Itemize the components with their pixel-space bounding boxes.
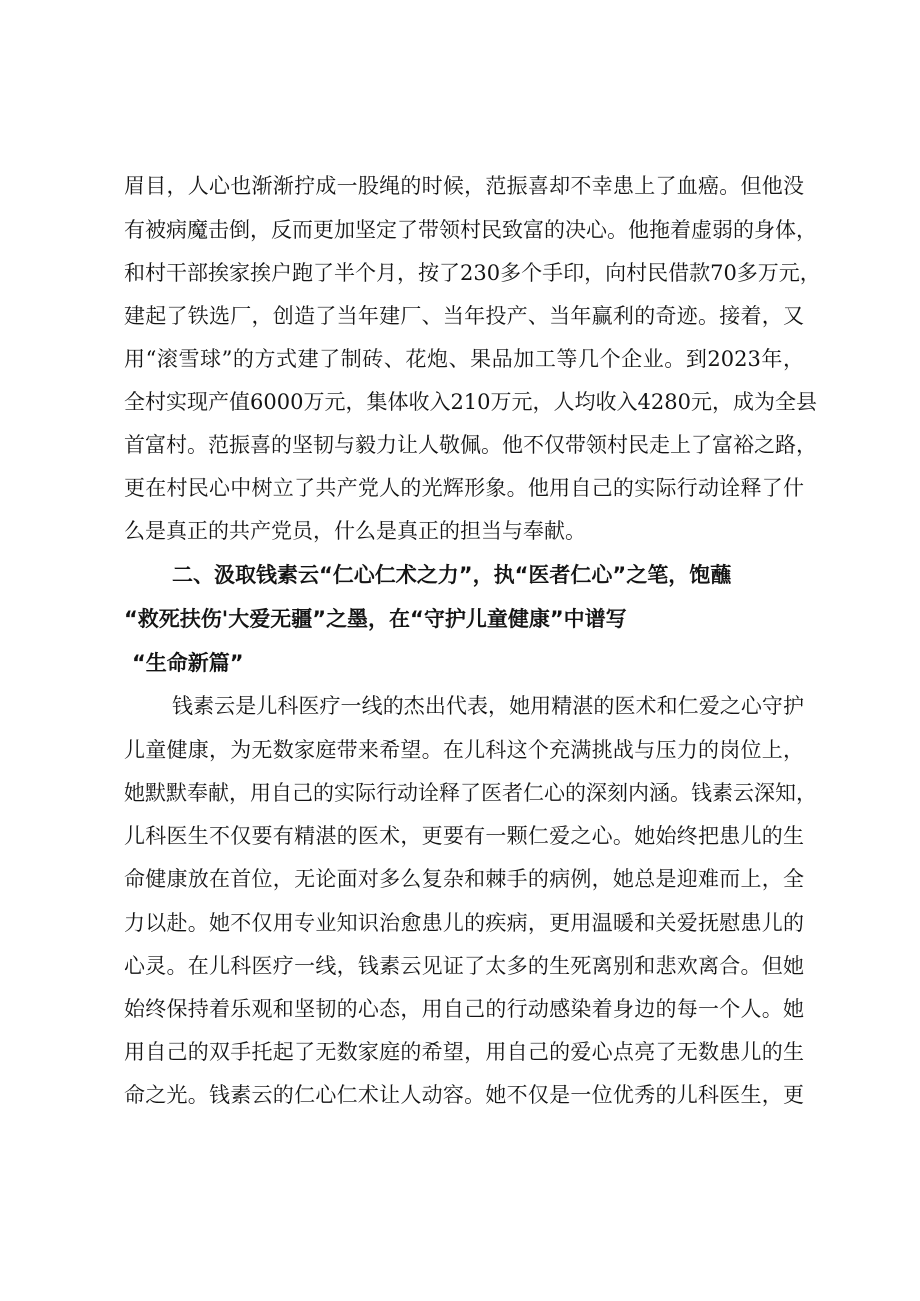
paragraph-1-line: 么是真正的共产党员，什么是真正的担当与奉献。 [124, 519, 586, 543]
paragraph-2-line: 儿科医生不仅要有精湛的医术，更要有一颗仁爱之心。她始终把患儿的生 [124, 824, 804, 848]
paragraph-1-line: 首富村。范振喜的坚韧与毅力让人敬佩。他不仅带领村民走上了富裕之路， [124, 433, 817, 457]
paragraph-2-line: 儿童健康，为无数家庭带来希望。在儿科这个充满挑战与压力的岗位上， [124, 738, 804, 762]
paragraph-1-line: 用“滚雪球”的方式建了制砖、花炮、果品加工等几个企业。到2023年， [124, 347, 804, 371]
paragraph-2-line: 命之光。钱素云的仁心仁术让人动容。她不仅是一位优秀的儿科医生，更 [124, 1083, 804, 1107]
section-heading-line: “救死扶伤'大爱无疆”之墨，在“守护儿童健康”中谱写 [124, 607, 627, 631]
paragraph-2-line: 命健康放在首位，无论面对多么复杂和棘手的病例，她总是迎难而上，全 [124, 867, 804, 891]
paragraph-2-line: 钱素云是儿科医疗一线的杰出代表，她用精湛的医术和仁爱之心守护 [172, 694, 804, 718]
paragraph-1-line: 全村实现产值6000万元，集体收入210万元，人均收入4280元，成为全县 [124, 390, 817, 414]
paragraph-1-line: 建起了铁选厂，创造了当年建厂、当年投产、当年赢利的奇迹。接着，又 [124, 304, 804, 328]
paragraph-1-line: 眉目，人心也渐渐拧成一股绳的时候，范振喜却不幸患上了血癌。但他没 [124, 174, 804, 198]
paragraph-2-line: 力以赴。她不仅用专业知识治愈患儿的疾病，更用温暖和关爱抚慰患儿的 [124, 911, 804, 935]
section-heading-line: 二、汲取钱素云“仁心仁术之力”，执“医者仁心”之笔，饱蘸 [172, 563, 732, 587]
paragraph-2-line: 始终保持着乐观和坚韧的心态，用自己的行动感染着身边的每一个人。她 [124, 997, 804, 1021]
section-heading-line: “生命新篇” [132, 651, 244, 675]
paragraph-2-line: 心灵。在儿科医疗一线，钱素云见证了太多的生死离别和悲欢离合。但她 [124, 954, 804, 978]
paragraph-1-line: 和村干部挨家挨户跑了半个月，按了230多个手印，向村民借款70多万元， [124, 261, 821, 285]
paragraph-1-line: 更在村民心中树立了共产党人的光辉形象。他用自己的实际行动诠释了什 [124, 476, 804, 500]
paragraph-1-line: 有被病魔击倒，反而更加坚定了带领村民致富的决心。他拖着虚弱的身体， [124, 218, 817, 242]
paragraph-2-line: 她默默奉献，用自己的实际行动诠释了医者仁心的深刻内涵。钱素云深知， [124, 781, 817, 805]
paragraph-2-line: 用自己的双手托起了无数家庭的希望，用自己的爱心点亮了无数患儿的生 [124, 1040, 804, 1064]
